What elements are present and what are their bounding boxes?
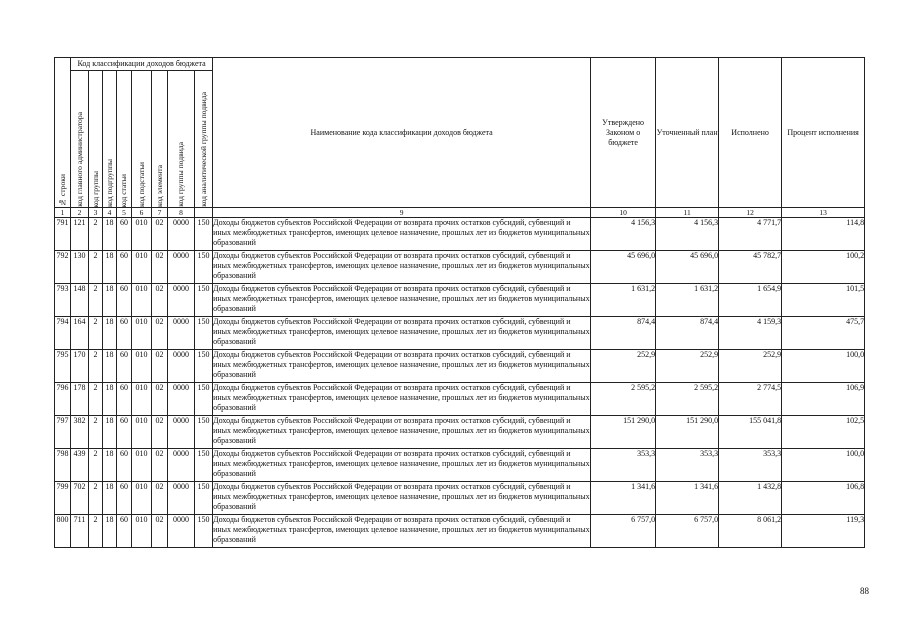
code-subgroup: 18 [103,251,117,284]
code-subgroup: 18 [103,350,117,383]
code-subtype-group: 0000 [168,284,195,317]
code-group: 2 [89,317,103,350]
percent-value: 101,5 [782,284,865,317]
percent-value: 106,9 [782,383,865,416]
column-number: 8 [168,208,195,218]
table-row [55,350,865,383]
code-main-admin: 164 [71,317,89,350]
code-subtype-group: 0000 [168,218,195,251]
code-main-admin: 178 [71,383,89,416]
approved-value: 6 757,0 [591,515,656,548]
approved-value: 1 341,6 [591,482,656,515]
header-row-group [55,58,865,71]
percent-value: 114,8 [782,218,865,251]
code-subtype-group: 0000 [168,515,195,548]
percent-value: 106,8 [782,482,865,515]
executed-value: 8 061,2 [719,515,782,548]
code-element: 02 [152,482,168,515]
code-subarticle: 010 [132,284,152,317]
code-subgroup: 18 [103,449,117,482]
code-analytic-group: 150 [195,449,213,482]
approved-header: Утверждено Законом о бюджете [591,58,656,208]
code-group: 2 [89,515,103,548]
code-subtype-group: 0000 [168,416,195,449]
executed-value: 1 432,8 [719,482,782,515]
code-article: 60 [117,317,132,350]
code-analytic-group: 150 [195,416,213,449]
code-main-admin: 382 [71,416,89,449]
code-header-text: код главного администратора [74,112,84,207]
code-header-text: код группы подвида [176,142,185,207]
code-analytic-group: 150 [195,251,213,284]
code-subarticle: 010 [132,218,152,251]
code-header-text: код группы [90,170,100,207]
row-number: 799 [55,482,71,515]
code-group: 2 [89,416,103,449]
refined-value: 1 341,6 [656,482,719,515]
code-subarticle: 010 [132,482,152,515]
code-subgroup: 18 [103,218,117,251]
code-group: 2 [89,218,103,251]
refined-value: 6 757,0 [656,515,719,548]
code-group: 2 [89,482,103,515]
executed-value: 4 771,7 [719,218,782,251]
row-number: 796 [55,383,71,416]
code-group: 2 [89,449,103,482]
column-number: 6 [132,208,152,218]
row-number: 800 [55,515,71,548]
approved-value: 151 290,0 [591,416,656,449]
approved-value: 353,3 [591,449,656,482]
code-subtype-group: 0000 [168,350,195,383]
refined-value: 874,4 [656,317,719,350]
approved-value: 252,9 [591,350,656,383]
code-subtype-group: 0000 [168,317,195,350]
column-number: 4 [103,208,117,218]
code-subgroup: 18 [103,317,117,350]
executed-value: 252,9 [719,350,782,383]
revenue-code-name: Доходы бюджетов субъектов Российской Федерации от возврата прочих остатков субсидий, субвенций и иных межбюджетных трансфертов, имеющих целевое назначение, прошлых лет из бюджетов муниципальных образований [213,251,591,284]
code-element: 02 [152,449,168,482]
code-group: 2 [89,251,103,284]
revenue-code-name: Доходы бюджетов субъектов Российской Федерации от возврата прочих остатков субсидий, субвенций и иных межбюджетных трансфертов, имеющих целевое назначение, прошлых лет из бюджетов муниципальных образований [213,515,591,548]
code-subgroup: 18 [103,284,117,317]
table-row [55,383,865,416]
row-number: 798 [55,449,71,482]
approved-value: 45 696,0 [591,251,656,284]
column-number: 7 [152,208,168,218]
percent-value: 100,0 [782,350,865,383]
revenue-code-name: Доходы бюджетов субъектов Российской Федерации от возврата прочих остатков субсидий, субвенций и иных межбюджетных трансфертов, имеющих целевое назначение, прошлых лет из бюджетов муниципальных образований [213,383,591,416]
executed-value: 4 159,3 [719,317,782,350]
revenue-code-name: Доходы бюджетов субъектов Российской Федерации от возврата прочих остатков субсидий, субвенций и иных межбюджетных трансфертов, имеющих целевое назначение, прошлых лет из бюджетов муниципальных образований [213,284,591,317]
code-main-admin: 130 [71,251,89,284]
code-article: 60 [117,482,132,515]
code-analytic-group: 150 [195,317,213,350]
code-header-text: код аналитической группы подвида [198,92,208,207]
code-analytic-group: 150 [195,284,213,317]
percent-value: 102,5 [782,416,865,449]
executed-value: 155 041,8 [719,416,782,449]
code-header-text: код подстатьи [136,162,146,207]
refined-value: 1 631,2 [656,284,719,317]
code-element: 02 [152,350,168,383]
executed-value: 353,3 [719,449,782,482]
row-number: 795 [55,350,71,383]
code-analytic-group: 150 [195,515,213,548]
code-subtype-group: 0000 [168,383,195,416]
row-number: 792 [55,251,71,284]
code-element: 02 [152,317,168,350]
column-number: 9 [213,208,591,218]
code-subarticle: 010 [132,416,152,449]
row-number-header [55,58,71,208]
column-number: 12 [719,208,782,218]
approved-value: 2 595,2 [591,383,656,416]
code-header-text: код элемента [154,165,164,207]
code-main-admin: 148 [71,284,89,317]
code-subtype-group: 0000 [168,482,195,515]
code-article: 60 [117,284,132,317]
approved-value: 874,4 [591,317,656,350]
page-number: 88 [860,586,869,596]
table-row [55,251,865,284]
code-article: 60 [117,383,132,416]
revenue-code-name: Доходы бюджетов субъектов Российской Федерации от возврата прочих остатков субсидий, субвенций и иных межбюджетных трансфертов, имеющих целевое назначение, прошлых лет из бюджетов муниципальных образований [213,350,591,383]
refined-value: 252,9 [656,350,719,383]
code-subarticle: 010 [132,251,152,284]
row-number: 791 [55,218,71,251]
table-row [55,515,865,548]
code-header-group [89,71,103,208]
code-analytic-group: 150 [195,482,213,515]
refined-value: 151 290,0 [656,416,719,449]
approved-value: 1 631,2 [591,284,656,317]
percent-header: Процент исполнения [782,58,865,208]
revenue-code-name: Доходы бюджетов субъектов Российской Федерации от возврата прочих остатков субсидий, субвенций и иных межбюджетных трансфертов, имеющих целевое назначение, прошлых лет из бюджетов муниципальных образований [213,449,591,482]
column-numbers-row [55,208,865,218]
executed-value: 1 654,9 [719,284,782,317]
revenue-code-name: Доходы бюджетов субъектов Российской Федерации от возврата прочих остатков субсидий, субвенций и иных межбюджетных трансфертов, имеющих целевое назначение, прошлых лет из бюджетов муниципальных образований [213,218,591,251]
code-header-subtype-group [168,71,195,208]
row-number: 797 [55,416,71,449]
table-row [55,284,865,317]
code-header-text: код статьи [119,173,128,207]
code-analytic-group: 150 [195,383,213,416]
code-subarticle: 010 [132,449,152,482]
percent-value: 100,0 [782,449,865,482]
table-row [55,482,865,515]
name-header: Наименование кода классификации доходов бюджета [213,58,591,208]
column-number: 3 [89,208,103,218]
refined-value: 353,3 [656,449,719,482]
column-number: 1 [55,208,71,218]
code-subgroup: 18 [103,482,117,515]
code-group: 2 [89,350,103,383]
refined-value: 4 156,3 [656,218,719,251]
code-subtype-group: 0000 [168,251,195,284]
code-subarticle: 010 [132,515,152,548]
code-article: 60 [117,515,132,548]
classification-group-header: Код классификации доходов бюджета [71,58,213,71]
row-number-header-text: № строки [57,173,67,207]
code-subgroup: 18 [103,383,117,416]
code-subarticle: 010 [132,350,152,383]
table-row [55,449,865,482]
code-main-admin: 170 [71,350,89,383]
revenue-code-name: Доходы бюджетов субъектов Российской Федерации от возврата прочих остатков субсидий, субвенций и иных межбюджетных трансфертов, имеющих целевое назначение, прошлых лет из бюджетов муниципальных образований [213,317,591,350]
code-article: 60 [117,350,132,383]
code-header-text: код подгруппы [104,159,114,207]
code-analytic-group: 150 [195,218,213,251]
percent-value: 475,7 [782,317,865,350]
code-main-admin: 702 [71,482,89,515]
code-analytic-group: 150 [195,350,213,383]
code-element: 02 [152,284,168,317]
percent-value: 119,3 [782,515,865,548]
code-element: 02 [152,416,168,449]
row-number: 793 [55,284,71,317]
column-number: 2 [71,208,89,218]
executed-header: Исполнено [719,58,782,208]
code-header-article [117,71,132,208]
column-number: 5 [117,208,132,218]
code-subgroup: 18 [103,416,117,449]
table-body [55,218,865,548]
code-header-subarticle [132,71,152,208]
executed-value: 45 782,7 [719,251,782,284]
refined-value: 2 595,2 [656,383,719,416]
column-number: 11 [656,208,719,218]
percent-value: 100,2 [782,251,865,284]
revenue-code-name: Доходы бюджетов субъектов Российской Федерации от возврата прочих остатков субсидий, субвенций и иных межбюджетных трансфертов, имеющих целевое назначение, прошлых лет из бюджетов муниципальных образований [213,416,591,449]
code-subgroup: 18 [103,515,117,548]
code-article: 60 [117,449,132,482]
code-header-element [152,71,168,208]
code-header-analytic-group [195,71,213,208]
code-header-main-admin [71,71,89,208]
code-group: 2 [89,383,103,416]
refined-value: 45 696,0 [656,251,719,284]
code-element: 02 [152,218,168,251]
code-element: 02 [152,383,168,416]
table-row [55,317,865,350]
table-row [55,218,865,251]
approved-value: 4 156,3 [591,218,656,251]
code-article: 60 [117,218,132,251]
code-group: 2 [89,284,103,317]
code-subarticle: 010 [132,317,152,350]
code-main-admin: 711 [71,515,89,548]
executed-value: 2 774,5 [719,383,782,416]
code-subtype-group: 0000 [168,449,195,482]
revenue-code-name: Доходы бюджетов субъектов Российской Федерации от возврата прочих остатков субсидий, субвенций и иных межбюджетных трансфертов, имеющих целевое назначение, прошлых лет из бюджетов муниципальных образований [213,482,591,515]
column-number [195,208,213,218]
code-subarticle: 010 [132,383,152,416]
code-article: 60 [117,251,132,284]
table-row [55,416,865,449]
column-number: 10 [591,208,656,218]
code-main-admin: 121 [71,218,89,251]
column-number: 13 [782,208,865,218]
budget-table [54,57,865,548]
code-element: 02 [152,515,168,548]
code-header-subgroup [103,71,117,208]
code-element: 02 [152,251,168,284]
code-article: 60 [117,416,132,449]
row-number: 794 [55,317,71,350]
code-main-admin: 439 [71,449,89,482]
refined-header: Уточненный план [656,58,719,208]
